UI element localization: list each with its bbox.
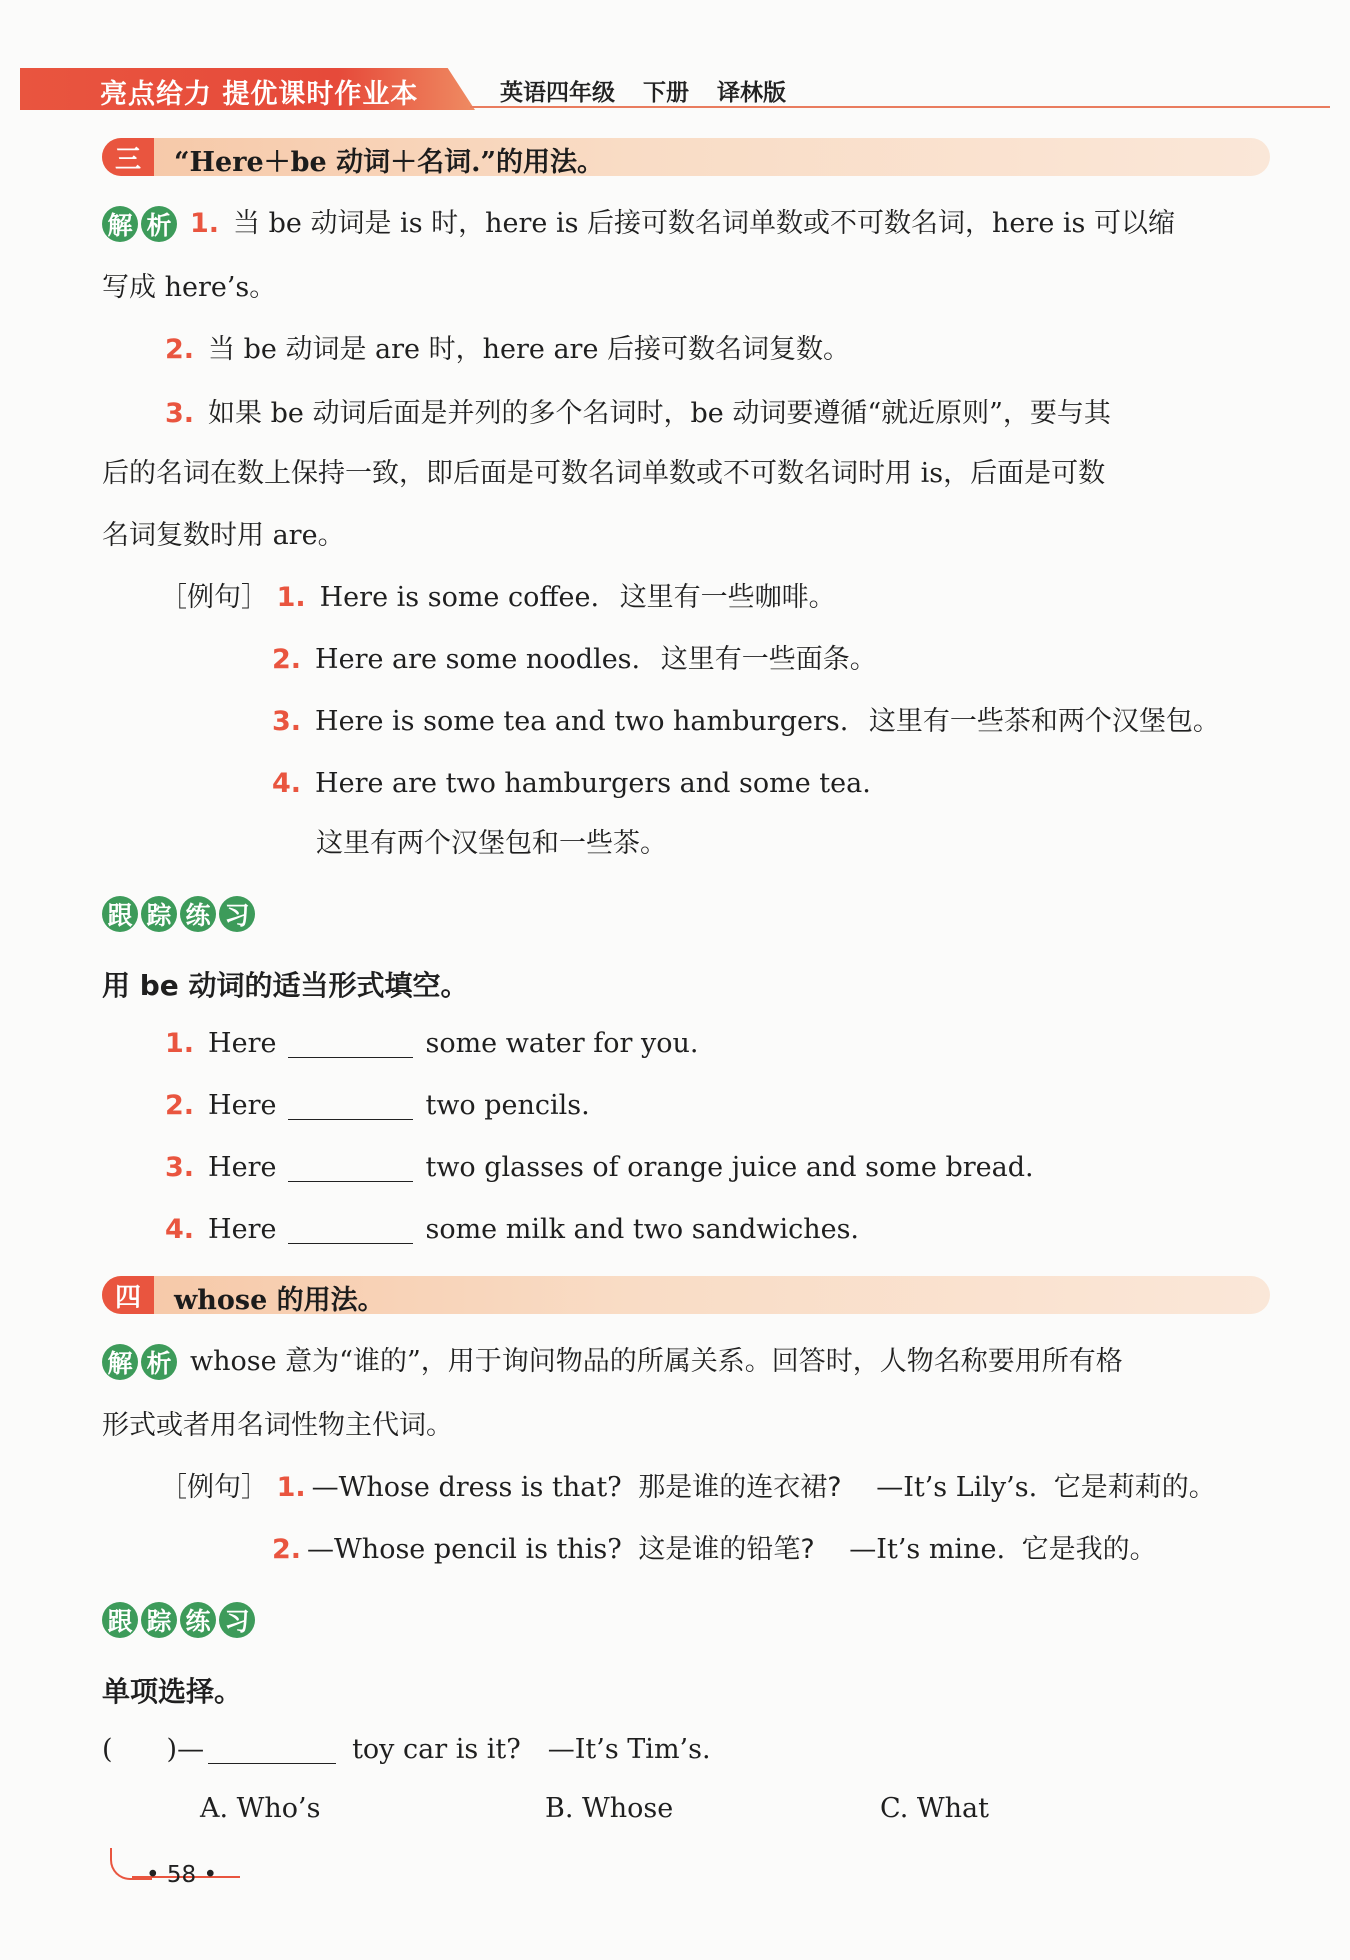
example-label: ［例句］ [160, 582, 268, 613]
example-label: ［例句］ [160, 1472, 268, 1503]
point-3-line-2: 后的名词在数上保持一致，即后面是可数名词单数或不可数名词时用 is，后面是可数 [102, 458, 1106, 489]
example-4: 4. Here are two hamburgers and some tea. [272, 768, 871, 799]
analysis-tag: 解 析 [102, 1344, 177, 1380]
section-4-title: whose 的用法。 [174, 1285, 385, 1316]
example-3: 3. Here is some tea and two hamburgers. 这里有一些茶和两个汉堡包。 [272, 706, 1220, 737]
example-4-translation: 这里有两个汉堡包和一些茶。 [316, 828, 667, 859]
section-4-banner [102, 1276, 1270, 1314]
exercise-3: 3. Here two glasses of orange juice and some bread. [165, 1152, 1034, 1183]
analysis-tag: 解 析 [102, 206, 177, 242]
option-c[interactable]: C. What [880, 1793, 989, 1824]
option-a[interactable]: A. Who’s [200, 1793, 321, 1824]
answer-blank[interactable] [208, 1733, 336, 1764]
instruction-single-choice: 单项选择。 [102, 1675, 243, 1708]
exercise-1: 1. Here some water for you. [165, 1028, 699, 1059]
series-title: 亮点给力 提优课时作业本 [100, 79, 419, 110]
point-1-line-2: 写成 here’s。 [102, 272, 277, 303]
whose-example-1: ［例句］ 1. —Whose dress is that? 那是谁的连衣裙? —It’s Lily’s. 它是莉莉的。 [160, 1472, 1216, 1503]
example-1: ［例句］ 1. Here is some coffee. 这里有一些咖啡。 [160, 582, 836, 613]
choice-question: ( )— toy car is it? —It’s Tim’s. [102, 1734, 711, 1765]
answer-paren[interactable]: ( ) [102, 1734, 178, 1765]
example-2: 2. Here are some noodles. 这里有一些面条。 [272, 644, 877, 675]
instruction-fill-blank: 用 be 动词的适当形式填空。 [102, 969, 469, 1002]
answer-blank[interactable] [288, 1027, 413, 1058]
whose-analysis-line-1: whose 意为“谁的”，用于询问物品的所属关系。回答时，人物名称要用所有格 [190, 1346, 1123, 1377]
practice-tag: 跟 踪 练 习 [102, 1602, 255, 1638]
answer-blank[interactable] [288, 1089, 413, 1120]
section-3-badge: 三 [102, 138, 154, 176]
exercise-2: 2. Here two pencils. [165, 1090, 590, 1121]
point-3-line-3: 名词复数时用 are。 [102, 520, 345, 551]
whose-example-2: 2. —Whose pencil is this? 这是谁的铅笔? —It’s mine. 它是我的。 [272, 1534, 1157, 1565]
point-2: 2. 当 be 动词是 are 时，here are 后接可数名词复数。 [165, 334, 851, 365]
practice-tag: 跟 踪 练 习 [102, 896, 255, 932]
section-3-banner [102, 138, 1270, 176]
point-3-line-1: 3. 如果 be 动词后面是并列的多个名词时，be 动词要遵循“就近原则”，要与其 [165, 398, 1111, 429]
answer-blank[interactable] [288, 1151, 413, 1182]
point-1-line-1: 1. 当 be 动词是 is 时，here is 后接可数名词单数或不可数名词，here is 可以缩 [190, 208, 1175, 239]
section-4-badge: 四 [102, 1276, 154, 1314]
book-info: 英语四年级 下册 译林版 [500, 80, 787, 106]
header-rule [470, 106, 1330, 108]
option-b[interactable]: B. Whose [545, 1793, 674, 1824]
answer-blank[interactable] [288, 1213, 413, 1244]
whose-analysis-line-2: 形式或者用名词性物主代词。 [102, 1410, 453, 1441]
exercise-4: 4. Here some milk and two sandwiches. [165, 1214, 860, 1245]
page-number: • 58 • [146, 1862, 218, 1888]
section-3-title: “Here＋be 动词＋名词.”的用法。 [174, 147, 605, 178]
